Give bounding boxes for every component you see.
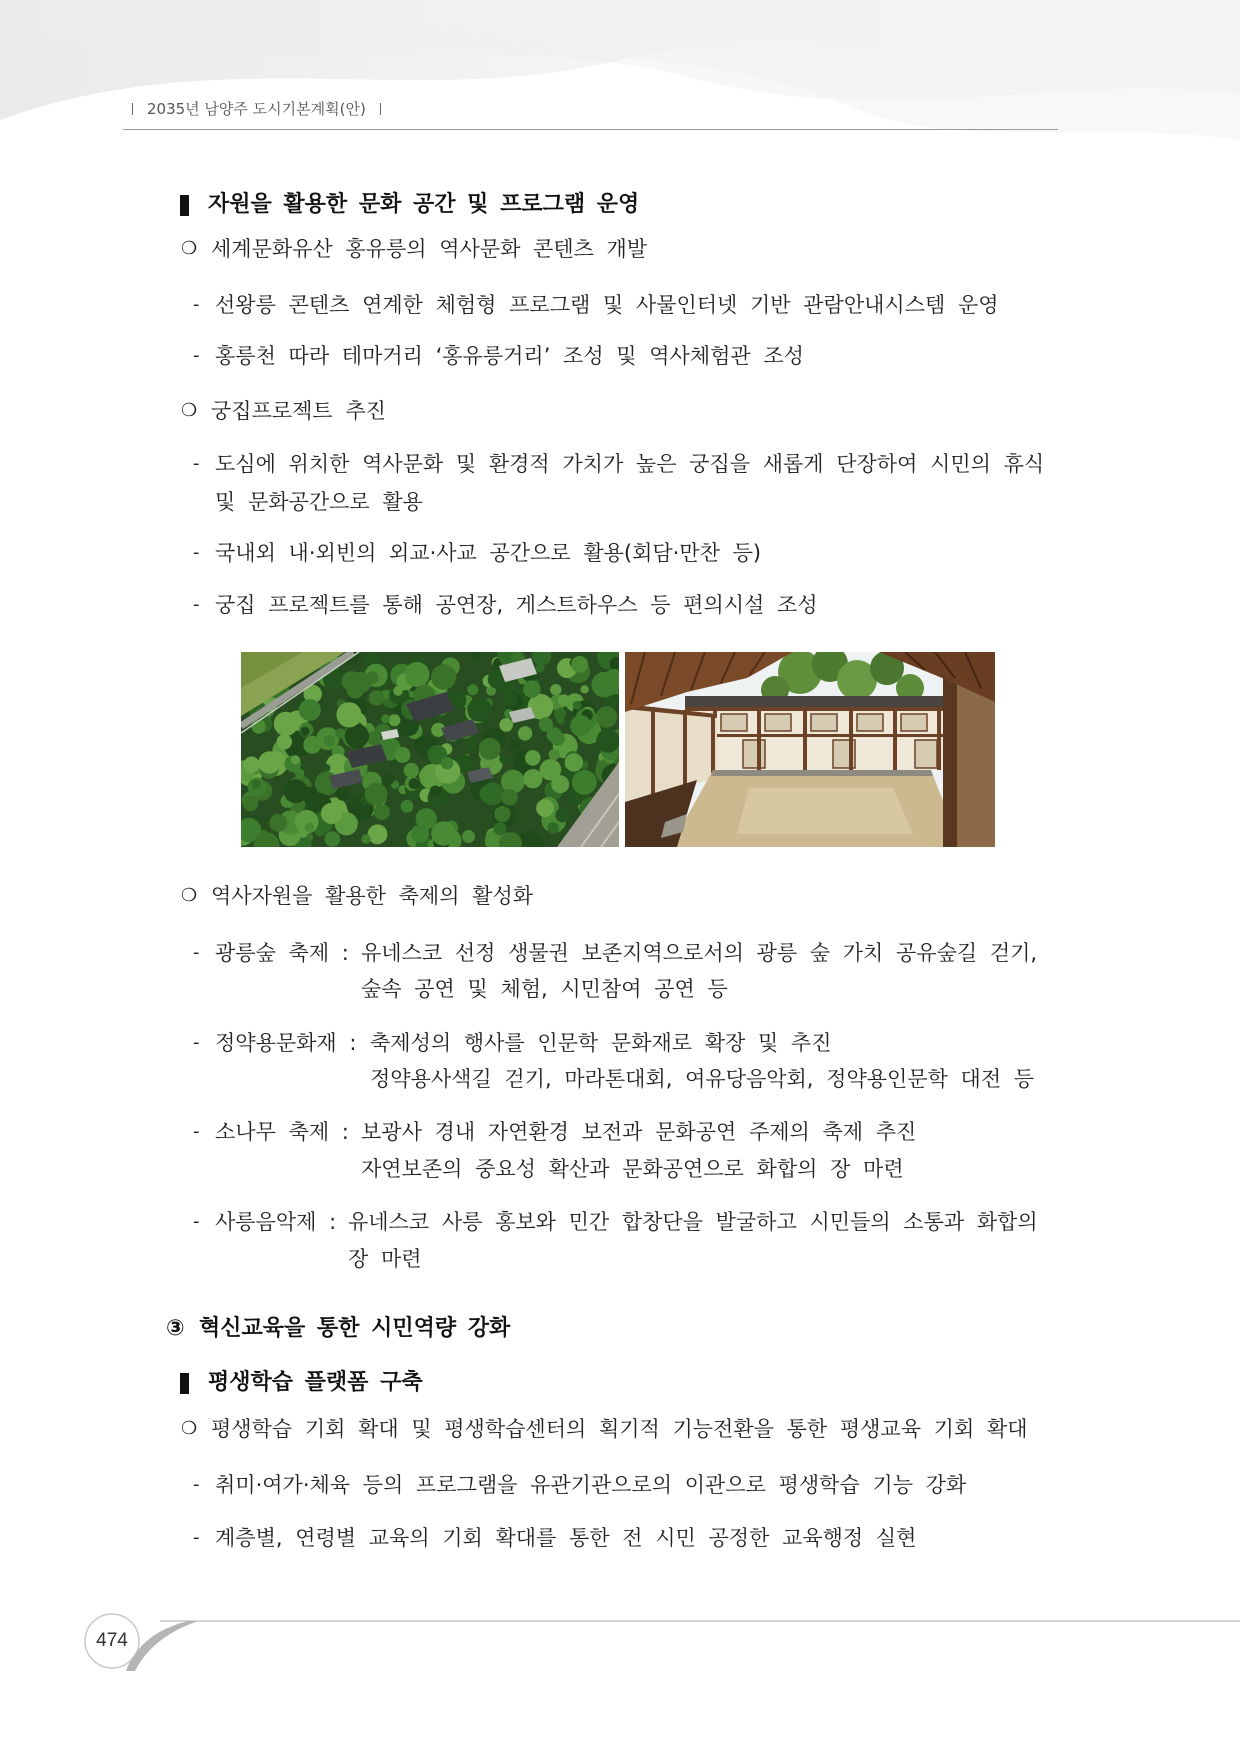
tree-canopy — [573, 701, 582, 710]
tree-canopy — [596, 706, 617, 727]
point-text: 선왕릉 콘텐츠 연계한 체험형 프로그램 및 사물인터넷 기반 관람안내시스템 운영 — [215, 293, 999, 317]
festival-text: 유네스코 사릉 홍보와 민간 합창단을 발굴하고 시민들의 소통과 화합의 — [348, 1210, 1038, 1234]
tree-canopy — [466, 739, 477, 750]
tree-canopy — [441, 757, 453, 769]
point-dash: - — [193, 542, 200, 563]
tree-canopy — [258, 751, 280, 773]
point-text: 도심에 위치한 역사문화 및 환경적 가치가 높은 궁집을 새롭게 단장하여 시민의 휴식 — [215, 452, 1045, 476]
subsection-heading: 평생학습 플랫폼 구축 — [208, 1370, 423, 1395]
topic-title: 역사자원을 활용한 축제의 활성화 — [211, 884, 534, 908]
tree-canopy — [565, 753, 583, 771]
tree-canopy — [381, 714, 390, 723]
post — [803, 707, 807, 770]
tree-canopy — [570, 715, 591, 736]
tree-canopy — [467, 684, 478, 695]
post — [893, 707, 897, 770]
hanok-courtyard-photo — [625, 652, 995, 847]
tree-canopy — [419, 768, 434, 783]
festival-text: 보광사 경내 자연환경 보전과 문화공연 주제의 축제 추진 — [361, 1120, 917, 1144]
heading-marker — [180, 195, 189, 216]
tree-canopy — [503, 693, 517, 707]
topic-bullet: ❍ — [181, 885, 198, 906]
tree-canopy — [299, 699, 321, 721]
point-text: 국내외 내·외빈의 외교·사교 공간으로 활용(회담·만찬 등) — [215, 541, 762, 565]
tree-canopy — [324, 735, 335, 746]
festival-label: 정약용문화재 : — [215, 1031, 357, 1055]
tree-canopy — [284, 779, 308, 803]
point-dash: - — [193, 345, 200, 366]
tree-canopy — [300, 727, 309, 736]
header-divider-right — [380, 103, 381, 115]
tree-canopy — [366, 671, 379, 684]
point-text: 궁집 프로젝트를 통해 공연장, 게스트하우스 등 편의시설 조성 — [215, 593, 818, 617]
tree-canopy — [277, 734, 292, 749]
tree-canopy — [383, 774, 394, 785]
tree-canopy — [395, 747, 411, 763]
point-dash: - — [193, 1121, 200, 1142]
tree-canopy — [323, 764, 331, 772]
page-number: 474 — [96, 1630, 128, 1651]
right-wall — [957, 680, 995, 847]
tree-canopy — [499, 754, 509, 764]
point-text-continued: 및 문화공간으로 활용 — [215, 490, 423, 514]
tree-canopy — [404, 763, 419, 778]
tree-canopy — [557, 716, 565, 724]
tree-canopy — [303, 736, 321, 754]
topic-title: 세계문화유산 홍유릉의 역사문화 콘텐츠 개발 — [211, 237, 648, 261]
door — [915, 740, 937, 768]
back-wing-beam — [685, 734, 975, 737]
tree-canopy — [547, 822, 559, 834]
pillar-right — [943, 666, 957, 847]
window — [811, 714, 837, 731]
stone-border — [711, 770, 933, 776]
tree-canopy — [580, 685, 588, 693]
festival-label: 광릉숲 축제 : — [215, 941, 349, 965]
post — [937, 707, 941, 770]
section-number: ③ — [166, 1316, 185, 1341]
point-text: 계층별, 연령별 교육의 기회 확대를 통한 전 시민 공정한 교육행정 실현 — [215, 1526, 917, 1550]
topic-title: 평생학습 기회 확대 및 평생학습센터의 획기적 기능전환을 통한 평생교육 기회 확대 — [211, 1417, 1028, 1441]
festival-text: 축제성의 행사를 인문학 문화재로 확장 및 추진 — [370, 1031, 832, 1055]
post — [849, 707, 853, 770]
aerial-photo-gungjip — [241, 652, 619, 847]
tree-canopy — [405, 662, 430, 687]
door — [743, 740, 765, 768]
tree-canopy — [494, 822, 507, 835]
tree-canopy — [539, 717, 553, 731]
header-divider-left — [132, 103, 133, 115]
tree-canopy — [462, 830, 475, 843]
tree-canopy — [555, 808, 570, 823]
section-heading-culture: 자원을 활용한 문화 공간 및 프로그램 운영 — [208, 192, 640, 217]
back-wing-roof — [685, 696, 975, 707]
footer-decoration — [0, 1595, 1240, 1685]
festival-text-continued: 자연보존의 중요성 확산과 문화공연으로 화합의 장 마련 — [361, 1157, 904, 1181]
tree-canopy — [368, 824, 388, 844]
window — [765, 714, 791, 731]
point-dash: - — [193, 1032, 200, 1053]
tree-canopy — [572, 770, 597, 795]
section-title-education: 혁신교육을 통한 시민역량 강화 — [199, 1316, 511, 1341]
tree-canopy — [305, 823, 315, 833]
running-header — [132, 99, 381, 119]
tree-canopy — [388, 714, 400, 726]
tree-canopy — [336, 702, 361, 727]
heading-marker — [180, 1373, 189, 1394]
festival-text-continued: 숲속 공연 및 체험, 시민참여 공연 등 — [361, 977, 728, 1001]
tree-canopy — [431, 664, 456, 689]
point-dash: - — [193, 1527, 200, 1548]
tree-canopy — [401, 800, 414, 813]
back-wing-beam — [685, 707, 975, 711]
topic-bullet: ❍ — [181, 238, 198, 259]
festival-text: 유네스코 선정 생물권 보존지역으로서의 광릉 숲 가치 공유숲길 걷기, — [361, 941, 1038, 965]
tree-canopy — [550, 684, 561, 695]
window — [721, 714, 747, 731]
header-title: 2035년 남양주 도시기본계획(안) — [147, 100, 366, 118]
tree-canopy — [252, 780, 261, 789]
tree-canopy — [479, 785, 496, 802]
tree-canopy — [244, 757, 260, 773]
tree-canopy — [409, 778, 420, 789]
topic-title: 궁집프로젝트 추진 — [211, 399, 386, 423]
point-text: 홍릉천 따라 테마거리 ‘홍유릉거리’ 조성 및 역사체험관 조성 — [215, 344, 804, 368]
tree-canopy — [365, 783, 388, 806]
tree-canopy — [393, 686, 403, 696]
header-wave-decoration — [0, 0, 1240, 190]
courtyard-center — [737, 788, 913, 834]
tree-canopy — [558, 694, 570, 706]
point-dash: - — [193, 1474, 200, 1495]
tree-canopy — [536, 799, 554, 817]
tree-canopy — [269, 814, 287, 832]
tree-canopy — [367, 732, 381, 746]
tree-canopy — [501, 789, 518, 806]
post — [683, 710, 687, 786]
point-dash: - — [193, 594, 200, 615]
tree-canopy — [571, 656, 588, 673]
tree-canopy — [369, 690, 385, 706]
festival-text-continued: 장 마련 — [348, 1247, 422, 1271]
tree-canopy — [591, 672, 617, 698]
post — [651, 707, 655, 795]
tree-canopy — [467, 698, 491, 722]
point-dash: - — [193, 1211, 200, 1232]
point-dash: - — [193, 453, 200, 474]
tree-canopy — [411, 825, 429, 843]
post — [711, 714, 715, 778]
tree-canopy — [596, 729, 619, 753]
tree-canopy — [291, 755, 300, 764]
tree-canopy — [494, 806, 510, 822]
tree-canopy — [499, 718, 513, 732]
festival-text-continued: 정약용사색길 걷기, 마라톤대회, 여유당음악회, 정약용인문학 대전 등 — [370, 1067, 1035, 1091]
festival-label: 소나무 축제 : — [215, 1120, 349, 1144]
tree-canopy — [361, 834, 370, 843]
tree-canopy — [523, 680, 541, 698]
window — [901, 714, 927, 731]
tree-canopy — [518, 726, 532, 740]
tree-canopy — [325, 831, 341, 847]
topic-bullet: ❍ — [181, 400, 198, 421]
window — [857, 714, 883, 731]
point-dash: - — [193, 942, 200, 963]
topic-bullet: ❍ — [181, 1418, 198, 1439]
tree-canopy — [525, 750, 541, 766]
tree-canopy — [540, 759, 562, 781]
tree-canopy — [479, 738, 501, 760]
tree-canopy — [523, 769, 542, 788]
header-rule — [123, 129, 1058, 130]
tree-canopy — [549, 749, 560, 760]
point-text: 취미·여가·체육 등의 프로그램을 유관기관으로의 이관으로 평생학습 기능 강화 — [215, 1473, 967, 1497]
tree-canopy — [321, 803, 342, 824]
tree-canopy — [431, 821, 455, 845]
tree-canopy — [374, 804, 390, 820]
tree-canopy — [430, 786, 441, 797]
post — [757, 707, 761, 770]
point-dash: - — [193, 294, 200, 315]
tree-canopy — [509, 739, 521, 751]
festival-label: 사릉음악제 : — [215, 1210, 337, 1234]
tree-canopy — [551, 731, 565, 745]
tree-canopy — [336, 787, 350, 801]
tree-canopy — [347, 681, 365, 699]
